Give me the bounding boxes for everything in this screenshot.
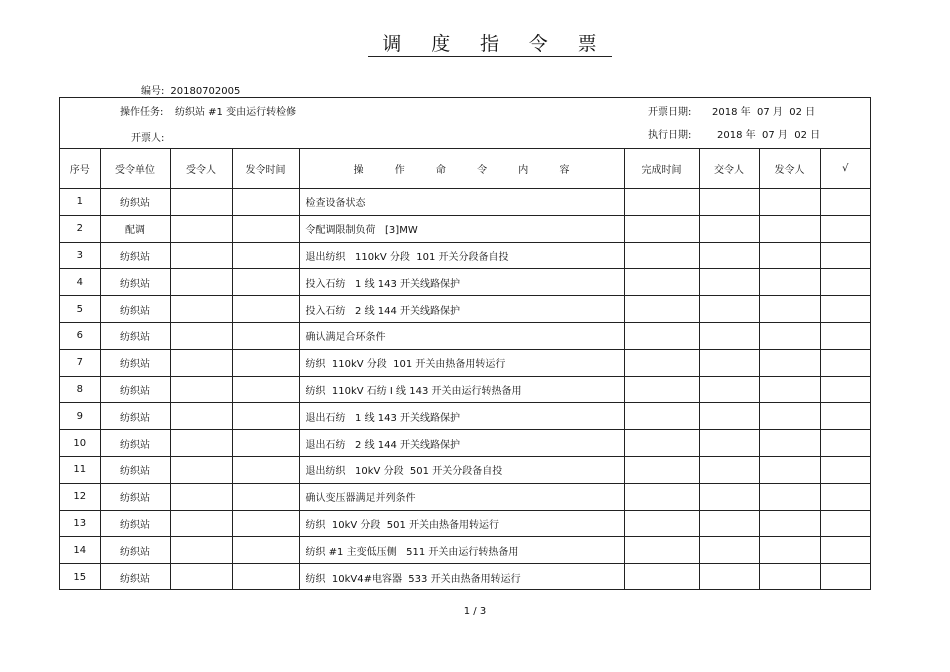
row-seq: 9: [60, 403, 100, 430]
row-check: [820, 537, 870, 564]
row-handover: [699, 269, 759, 296]
row-receiver: [170, 242, 232, 269]
issuer-label: 开票人:: [131, 133, 165, 144]
title-char: 票: [577, 33, 598, 55]
row-unit: 纺织站: [100, 537, 170, 564]
row-handover: [699, 376, 759, 403]
row-handover: [699, 242, 759, 269]
row-seq: 14: [60, 537, 100, 564]
row-unit: 纺织站: [100, 349, 170, 376]
row-seq: 8: [60, 376, 100, 403]
row-seq: 4: [60, 269, 100, 296]
row-unit: 纺织站: [100, 269, 170, 296]
row-issuer: [759, 430, 820, 457]
row-issue-time: [232, 215, 299, 242]
row-unit: 纺织站: [100, 296, 170, 323]
order-table: [60, 148, 870, 590]
table-row: [60, 430, 870, 457]
row-issue-time: [232, 510, 299, 537]
row-seq: 5: [60, 296, 100, 323]
row-handover: [699, 189, 759, 216]
row-unit: 纺织站: [100, 564, 170, 590]
col-receiver: 受令人: [170, 148, 232, 189]
row-handover: [699, 456, 759, 483]
row-unit: 纺织站: [100, 456, 170, 483]
row-handover: [699, 483, 759, 510]
title-char: 令: [528, 33, 549, 55]
row-seq: 7: [60, 349, 100, 376]
dispatch-order-form: [59, 97, 871, 590]
exec-date-label: 执行日期:: [648, 130, 692, 141]
title-char: 调: [382, 33, 403, 55]
row-operation: 纺织 110kV 石纺 I 线 143 开关由运行转热备用: [299, 376, 624, 403]
operation-header-char: 操: [353, 164, 364, 176]
row-receiver: [170, 349, 232, 376]
row-unit: 配调: [100, 215, 170, 242]
row-issuer: [759, 537, 820, 564]
form-header: [60, 98, 870, 149]
row-done-time: [624, 403, 699, 430]
operation-header-char: 令: [477, 164, 488, 176]
col-handover: 交令人: [699, 148, 759, 189]
row-handover: [699, 430, 759, 457]
row-seq: 13: [60, 510, 100, 537]
table-row: [60, 322, 870, 349]
row-done-time: [624, 537, 699, 564]
row-unit: 纺织站: [100, 189, 170, 216]
row-handover: [699, 322, 759, 349]
row-issue-time: [232, 456, 299, 483]
row-handover: [699, 537, 759, 564]
row-receiver: [170, 456, 232, 483]
row-issue-time: [232, 564, 299, 590]
row-seq: 12: [60, 483, 100, 510]
row-issue-time: [232, 242, 299, 269]
row-check: [820, 376, 870, 403]
row-receiver: [170, 510, 232, 537]
row-issue-time: [232, 403, 299, 430]
row-operation: 令配调限制负荷 [3]MW: [299, 215, 624, 242]
row-handover: [699, 564, 759, 590]
issue-date-value: 2018 年 07 月 02 日: [712, 107, 816, 118]
row-operation: 退出石纺 2 线 144 开关线路保护: [299, 430, 624, 457]
row-handover: [699, 215, 759, 242]
row-issue-time: [232, 483, 299, 510]
row-issuer: [759, 456, 820, 483]
row-handover: [699, 349, 759, 376]
row-unit: 纺织站: [100, 376, 170, 403]
row-done-time: [624, 483, 699, 510]
col-operation: [299, 148, 624, 189]
row-operation: 纺织 10kV 分段 501 开关由热备用转运行: [299, 510, 624, 537]
row-issue-time: [232, 537, 299, 564]
row-done-time: [624, 322, 699, 349]
row-handover: [699, 403, 759, 430]
row-issuer: [759, 376, 820, 403]
row-issuer: [759, 242, 820, 269]
title-char: 度: [431, 33, 452, 55]
row-check: [820, 403, 870, 430]
row-issuer: [759, 322, 820, 349]
row-operation: 确认满足合环条件: [299, 322, 624, 349]
exec-date-value: 2018 年 07 月 02 日: [717, 130, 821, 141]
row-issue-time: [232, 430, 299, 457]
table-row: [60, 456, 870, 483]
row-seq: 15: [60, 564, 100, 590]
row-operation: 退出石纺 1 线 143 开关线路保护: [299, 403, 624, 430]
row-done-time: [624, 269, 699, 296]
row-issuer: [759, 269, 820, 296]
col-unit: 受令单位: [100, 148, 170, 189]
row-done-time: [624, 376, 699, 403]
row-done-time: [624, 456, 699, 483]
row-seq: 2: [60, 215, 100, 242]
row-handover: [699, 510, 759, 537]
row-issue-time: [232, 189, 299, 216]
row-unit: 纺织站: [100, 483, 170, 510]
row-unit: 纺织站: [100, 322, 170, 349]
row-operation: 退出纺织 10kV 分段 501 开关分段备自投: [299, 456, 624, 483]
col-done-time: 完成时间: [624, 148, 699, 189]
row-operation: 确认变压器满足并列条件: [299, 483, 624, 510]
row-issuer: [759, 403, 820, 430]
operation-header-char: 内: [518, 164, 529, 176]
row-done-time: [624, 564, 699, 590]
issue-date-label: 开票日期:: [648, 107, 692, 118]
table-row: [60, 349, 870, 376]
title-char: 指: [479, 33, 500, 55]
row-check: [820, 430, 870, 457]
row-operation: 退出纺织 110kV 分段 101 开关分段备自投: [299, 242, 624, 269]
table-row: [60, 376, 870, 403]
row-receiver: [170, 564, 232, 590]
page-title: [368, 34, 612, 57]
row-receiver: [170, 537, 232, 564]
row-issuer: [759, 215, 820, 242]
row-seq: 11: [60, 456, 100, 483]
row-check: [820, 483, 870, 510]
row-receiver: [170, 215, 232, 242]
row-seq: 6: [60, 322, 100, 349]
row-done-time: [624, 510, 699, 537]
row-unit: 纺织站: [100, 430, 170, 457]
row-receiver: [170, 430, 232, 457]
row-operation: 纺织 110kV 分段 101 开关由热备用转运行: [299, 349, 624, 376]
row-check: [820, 510, 870, 537]
row-done-time: [624, 215, 699, 242]
page-number: 1 / 3: [463, 606, 487, 617]
row-operation: 检查设备状态: [299, 189, 624, 216]
table-header-row: [60, 148, 870, 189]
task-value: 纺织站 #1 变由运行转检修: [175, 107, 297, 118]
row-operation: 投入石纺 2 线 144 开关线路保护: [299, 296, 624, 323]
row-receiver: [170, 269, 232, 296]
row-issuer: [759, 483, 820, 510]
table-row: [60, 403, 870, 430]
row-check: [820, 349, 870, 376]
row-issue-time: [232, 322, 299, 349]
row-unit: 纺织站: [100, 403, 170, 430]
row-issue-time: [232, 296, 299, 323]
operation-header-char: 命: [435, 164, 446, 176]
row-receiver: [170, 322, 232, 349]
row-check: [820, 322, 870, 349]
table-row: [60, 564, 870, 590]
table-row: [60, 269, 870, 296]
row-check: [820, 189, 870, 216]
row-unit: 纺织站: [100, 510, 170, 537]
serial-value: 20180702005: [170, 86, 241, 97]
row-done-time: [624, 296, 699, 323]
row-seq: 10: [60, 430, 100, 457]
row-operation: 纺织 #1 主变低压侧 511 开关由运行转热备用: [299, 537, 624, 564]
operation-header-char: 容: [559, 164, 570, 176]
row-done-time: [624, 430, 699, 457]
row-check: [820, 242, 870, 269]
serial-number: [141, 82, 246, 97]
row-seq: 1: [60, 189, 100, 216]
table-row: [60, 296, 870, 323]
row-done-time: [624, 189, 699, 216]
table-row: [60, 537, 870, 564]
row-check: [820, 269, 870, 296]
table-row: [60, 189, 870, 216]
row-issuer: [759, 189, 820, 216]
col-issue-time: 发令时间: [232, 148, 299, 189]
col-seq: 序号: [60, 148, 100, 189]
row-receiver: [170, 189, 232, 216]
row-check: [820, 296, 870, 323]
row-seq: 3: [60, 242, 100, 269]
table-row: [60, 510, 870, 537]
row-issuer: [759, 349, 820, 376]
table-row: [60, 242, 870, 269]
row-issue-time: [232, 376, 299, 403]
col-issuer: 发令人: [759, 148, 820, 189]
row-issue-time: [232, 349, 299, 376]
row-done-time: [624, 242, 699, 269]
task-label: 操作任务:: [120, 107, 164, 118]
row-operation: 投入石纺 1 线 143 开关线路保护: [299, 269, 624, 296]
row-operation: 纺织 10kV4#电容器 533 开关由热备用转运行: [299, 564, 624, 590]
row-check: [820, 215, 870, 242]
row-receiver: [170, 403, 232, 430]
row-receiver: [170, 376, 232, 403]
col-check: √: [820, 148, 870, 189]
row-unit: 纺织站: [100, 242, 170, 269]
row-done-time: [624, 349, 699, 376]
row-issuer: [759, 564, 820, 590]
table-row: [60, 483, 870, 510]
row-issuer: [759, 510, 820, 537]
table-row: [60, 215, 870, 242]
row-check: [820, 456, 870, 483]
row-receiver: [170, 296, 232, 323]
operation-header-char: 作: [394, 164, 405, 176]
row-handover: [699, 296, 759, 323]
row-receiver: [170, 483, 232, 510]
row-issue-time: [232, 269, 299, 296]
serial-label: 编号:: [141, 86, 165, 97]
row-issuer: [759, 296, 820, 323]
row-check: [820, 564, 870, 590]
